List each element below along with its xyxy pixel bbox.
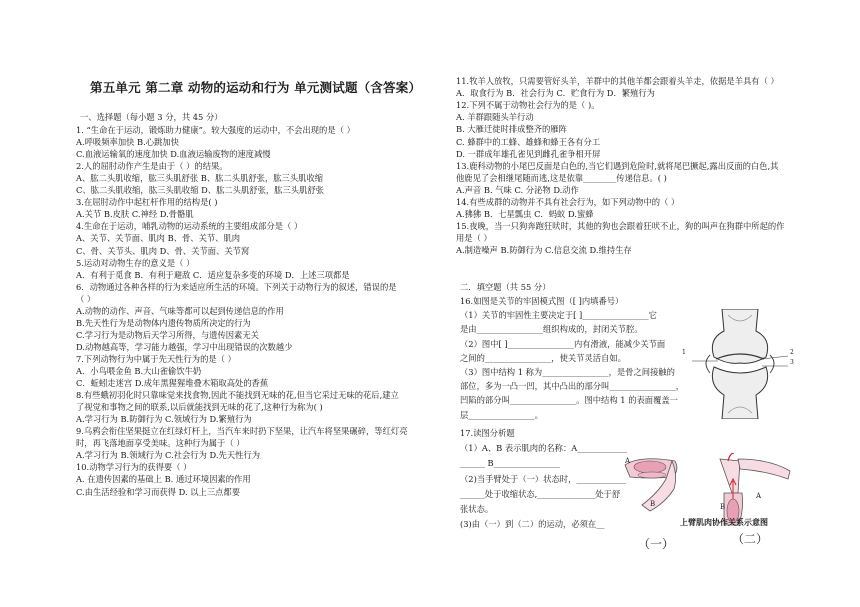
question-16-line: 凹陷的部分叫________________。图中结构 1 的表面覆盖一 <box>460 395 678 406</box>
left-column-line: 9.乌鸦会衔住坚果挺立在红绿灯杆上，当汽车来时扔下坚果，让汽车将坚果碾碎，等红灯亮 <box>76 426 408 437</box>
question-16-line: 部位，多为一凸一凹，其中凸出的部分叫________________， <box>460 381 685 392</box>
arm-figure-label-1: （一） <box>638 537 675 551</box>
left-column-line: D.动物越高等，学习能力越强，学习中出现错误的次数越少 <box>76 341 293 352</box>
right-column-line: A.狒狒 B．七星瓢虫 C．蚂蚁 D.蜜蜂 <box>456 209 594 220</box>
left-column-line: 5.运动对动物生存的意义是（ ） <box>76 257 195 268</box>
left-column-line: A．有利于觅食 B．有利于避敌 C．适应复杂多变的环境 D．上述三项都是 <box>76 269 350 280</box>
arm-muscle-diagram-figure <box>620 453 795 548</box>
right-column-line: A.制造噪声 B.防御行为 C.信息交流 D.维持生存 <box>456 245 632 256</box>
left-column-line: C、肱二头肌收缩，肱三头肌收缩 D、肱二头肌舒张，肱三头肌舒张 <box>76 185 324 196</box>
right-column-line: B. 大雁迁徙时排成整齐的雁阵 <box>456 124 567 135</box>
left-column-line: A、肱二头肌收缩，肱三头肌舒张 B、肱二头肌舒张，肱三头肌收缩 <box>76 173 324 184</box>
right-column-line: 用是（ ） <box>456 233 492 244</box>
question-17-line: ______ B________________ <box>460 458 561 469</box>
left-column-line: A.学习行为 B.防御行为 C.领域行为 D.繁殖行为 <box>76 414 252 425</box>
left-column-line: A.动物的动作、声音、气味等都可以起到传递信息的作用 <box>76 305 284 316</box>
question-17-line: 张状态。 <box>460 504 494 514</box>
joint-diagram-figure <box>692 309 788 419</box>
left-column-line: 时，再飞落地面享受美味。这种行为属于（ ） <box>76 438 245 449</box>
left-column-line: 7.下列动物行为中属于先天性行为的是（ ） <box>76 353 236 364</box>
right-column-line: 11.牧羊人放牧，只需要管好头羊，羊群中的其他羊都会跟着头羊走，依据是羊具有（ ） <box>456 76 779 86</box>
right-column-line: A. 羊群跟随头羊行动 <box>456 112 534 123</box>
arm-figure-label-2: （二） <box>732 532 769 546</box>
right-column-line: D. 一群成年雄孔雀见到雌孔雀争相开屏 <box>456 148 601 159</box>
arm-letter-a1: A <box>625 457 631 465</box>
right-column-line: 14.有些成群的动物并不具有社会行为，如下列动物中的（ ） <box>456 197 680 207</box>
left-column-line: A.关节 B.皮肤 C.神经 D.骨骼肌 <box>76 209 194 220</box>
left-column-line: A. 在遗传因素的基础上 B. 通过环境因素的作用 <box>76 474 251 485</box>
left-column-line: C.学习行为是动物后天学习所得，与遗传因素无关 <box>76 329 259 340</box>
left-column-line: 10.动物学习行为的获得要（ ） <box>76 462 192 473</box>
section-2-heading: 二．填空题（共 55 分） <box>460 282 551 292</box>
question-16-line: 是由________________组织构成的，封闭关节腔。 <box>460 324 643 335</box>
arm-letter-b1: B <box>650 500 656 508</box>
right-column-line: 12.下列不属于动物社会行为的是（ )。 <box>456 100 600 111</box>
right-column-line: 15.夜晚，当一只狗奔跑狂吠时，其他的狗也会跟着狂吠不止，狗的叫声在狗群中所起的作 <box>456 221 785 232</box>
left-column-line: A.呼吸频率加快 B.心跳加快 <box>76 137 179 148</box>
left-column-line: 6．动物通过各种各样的行为来适应所生活的环境。下列关于动物行为的叙述，错误的是 <box>76 281 397 292</box>
left-column-line: 了视觉和事物之间的联系,以后就能找到无味的花了,这种行为称为( ) <box>76 402 323 413</box>
right-column-line: 他鹿见了会相继尾随而逃,这是依靠________传递信息。( ) <box>456 172 667 183</box>
left-column-line: （ ） <box>76 293 96 304</box>
left-column-line: 4.生命在于运动，哺乳动物的运动系统的主要组成部分是（ ） <box>76 221 303 232</box>
arm-letter-a2: A <box>756 492 762 500</box>
question-17-line: (3)由（一）到（二）的运动，必须在__ <box>460 519 605 530</box>
question-16-line: （3）图中结构 1 称为________________，是骨之间接触的 <box>460 367 675 377</box>
question-16-line: 层________________。 <box>460 409 543 420</box>
document-title: 第五单元 第二章 动物的运动和行为 单元测试题（含答案） <box>90 80 422 95</box>
left-column-line: A．小鸟喂金鱼 B.大山雀偷饮牛奶 <box>76 366 202 376</box>
left-column-line: A、关节、关节面、肌肉 B、骨、关节、肌肉 <box>76 233 241 244</box>
question-17-line: ______处于收缩状态,______________处于舒 <box>460 488 621 499</box>
right-column-line: C. 蜂群中的工蜂、雄蜂和蜂王各有分工 <box>456 136 601 147</box>
question-17-line: （1）A、B 表示肌肉的名称：A____________ <box>460 443 628 454</box>
section-1-heading: 一、选择题（每小题 3 分，共 45 分） <box>80 112 223 122</box>
question-16-line: （1）关节的牢固性主要决定于[ ]________________它 <box>460 310 657 321</box>
left-column-line: 3.在屈肘动作中起杠杆作用的结构是( ) <box>76 197 218 208</box>
left-column-line: 2.人的屈肘动作产生是由于（ ）的结果。 <box>76 161 228 172</box>
left-column-line: C.血液运输氧的速度加快 D.血液运输废物的速度减慢 <box>76 149 271 160</box>
question-16-line: （2）图中[ ]________________内有滑液，能减少关节面 <box>460 338 666 349</box>
arm-letter-b2: B <box>720 503 726 511</box>
question-17-line: 17.读图分析题 <box>460 428 515 438</box>
question-17-line: （2)当手臂处于（一）状态时，____________ <box>460 473 627 484</box>
left-column-line: B.先天性行为是动物体内遗传物质所决定的行为 <box>76 317 251 328</box>
right-column-line: A．取食行为 B．社会行为 C．贮食行为 D．繁殖行为 <box>456 88 655 99</box>
left-column-line: A.学习行为 B.领域行为 C.社会行为 D.先天性行为 <box>76 450 261 461</box>
question-16-line: 16.如图是关节的牢固模式图（[ ]内填番号） <box>460 296 624 306</box>
joint-number-2: 2 <box>790 349 794 356</box>
left-column-line: 8.有些蛾初羽化时只靠味觉来找食物,因此不能找到无味的花,但当它采过无味的花后,建立 <box>76 390 399 401</box>
left-column-line: C.由生活经验和学习而获得 D. 以上三点都要 <box>76 486 241 497</box>
question-16-line: 之间的________________，使关节灵活自如。 <box>460 352 626 363</box>
left-column-line: C、骨、关节头、肌肉 D、骨、关节面、关节窝 <box>76 245 250 256</box>
left-column-line: 1. “生命在于运动，锻炼助力健康”。较大强度的运动中，不会出现的是（ ） <box>76 125 355 135</box>
joint-number-3: 3 <box>790 359 794 366</box>
joint-number-1: 1 <box>682 349 686 356</box>
right-column-line: 13.鹿科动物的小尾巴反面是白色的,当它们遇到危险时,就将尾巴撅起,露出反面的白色,其 <box>456 160 779 171</box>
left-column-line: C．蚯蚓走迷宫 D.成年黑猩猩堆叠木箱取高处的香蕉 <box>76 378 269 389</box>
arm-figure-caption: 上臂肌肉协作关系示意图 <box>680 517 768 527</box>
right-column-line: A.声音 B. 气味 C. 分泌物 D.动作 <box>456 184 579 195</box>
